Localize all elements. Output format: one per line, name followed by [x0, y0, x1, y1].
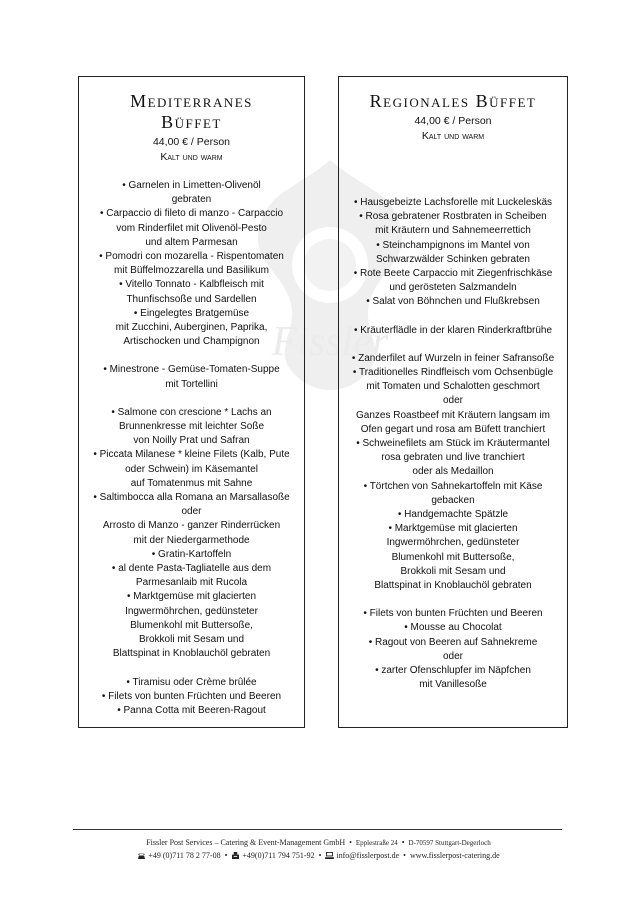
menu-item-line: • Minestrone - Gemüse-Tomaten-Suppe	[103, 364, 280, 376]
card-title-line2: Büffet	[161, 112, 222, 132]
menu-item-line: Artischocken und Champignon	[123, 336, 260, 348]
group-spacer	[83, 662, 300, 676]
group-spacer	[343, 310, 563, 324]
menu-item-line: • Hausgebeizte Lachsforelle mit Luckeleskäs	[353, 197, 553, 208]
menu-item-line: Arrosto di Manzo - ganzer Rinderrücken	[102, 520, 281, 532]
mediterranes-buffet-card	[78, 76, 305, 728]
card-title: Regionales Büffet	[369, 91, 537, 111]
menu-item-line: mit Tomaten und Schalotten geschmort	[366, 381, 540, 393]
menu-item-line: oder als Medaillon	[412, 466, 494, 478]
group-spacer	[83, 349, 300, 363]
menu-item-line: Thunfischsoße und Sardellen	[126, 293, 257, 305]
fax-number: +49(0)711 794 751-92	[242, 851, 315, 860]
phone-number[interactable]: +49 (0)711 78 2 77-08	[148, 851, 221, 860]
menu-item-line: Ofen gegart und rosa am Büfett tranchiert	[360, 423, 546, 435]
card-title-line1: Mediterranes	[130, 91, 253, 111]
phone-icon	[137, 852, 146, 859]
menu-item-line: • Salmone con crescione * Lachs an	[111, 406, 272, 418]
menu-item-line: • al dente Pasta-Tagliatelle aus dem	[111, 563, 272, 575]
menu-item-line: • Piccata Milanese * kleine Filets (Kalb, Pute	[93, 449, 290, 461]
menu-item-line: • Mousse au Chocolat	[404, 622, 502, 634]
menu-item-line: und altem Parmesan	[145, 236, 238, 248]
separator: •	[318, 851, 322, 860]
menu-item-line: • Kräuterflädle in der klaren Rinderkraftbrühe	[353, 324, 553, 336]
address: Epplestraße 24	[355, 839, 398, 847]
menu-item-line: gebacken	[431, 494, 475, 506]
card-price: 44,00 € / Person	[414, 115, 492, 127]
menu-item-line: • Carpaccio di fileto di manzo - Carpaccio	[99, 208, 284, 220]
card-subtitle: Kalt und warm	[421, 130, 485, 142]
footer-company-line	[60, 838, 577, 847]
menu-item-line: • Rote Beete Carpaccio mit Ziegenfrischkäse	[353, 268, 553, 280]
menu-item-line: Ganzes Roastbeef mit Kräutern langsam im	[356, 409, 550, 421]
menu-item-line: von Noilly Prat und Safran	[133, 435, 250, 447]
menu-item-line: gebraten	[171, 194, 212, 206]
menu-item-line: • Handgemachte Spätzle	[397, 509, 509, 521]
menu-item-line: oder Schwein) im Käsemantel	[125, 463, 258, 475]
menu-item-line: rosa gebraten und live tranchiert	[381, 452, 525, 464]
menu-item-line: vom Rinderfilet mit Olivenöl-Pesto	[116, 222, 267, 234]
card-subtitle: Kalt und warm	[160, 151, 223, 163]
menu-item-line: • Traditionelles Rindfleisch vom Ochsenbügle	[352, 367, 554, 379]
menu-items	[79, 179, 304, 718]
menu-item-line: • Panna Cotta mit Beeren-Ragout	[117, 704, 266, 716]
menu-item-line: • Eingelegtes Bratgemüse	[133, 307, 250, 319]
separator: •	[401, 838, 405, 847]
menu-item-line: • Garnelen in Limetten-Olivenöl	[122, 180, 261, 191]
menu-item-line: • Rosa gebratener Rostbraten in Scheiben	[359, 211, 547, 223]
separator: •	[224, 851, 228, 860]
city: D-70597 Stuttgart-Degerloch	[408, 839, 491, 847]
menu-item-line: • Zanderfilet auf Wurzeln in feiner Safransoße	[351, 352, 555, 364]
menu-item-line: • Marktgemüse mit glacierten	[388, 523, 518, 535]
menu-item-line: mit Tortellini	[165, 378, 218, 390]
card-price: 44,00 € / Person	[152, 136, 231, 148]
menu-item-line: Brunnenkresse mit leichter Soße	[118, 421, 265, 433]
separator: •	[403, 851, 406, 860]
menu-item-line: Ingwermöhrchen, gedünsteter	[386, 537, 520, 549]
menu-item-line: • Salat von Böhnchen und Flußkrebsen	[366, 296, 540, 308]
menu-item-line: Brokkoli mit Sesam und	[400, 565, 506, 577]
menu-item-line: oder	[181, 506, 202, 518]
menu-item-line: mit Büffelmozzarella und Basilikum	[114, 265, 269, 277]
menu-item-line: mit Zucchini, Auberginen, Paprika,	[115, 322, 268, 334]
group-spacer	[83, 392, 300, 406]
menu-item-line: • Törtchen von Sahnekartoffeln mit Käse	[363, 480, 543, 492]
regionales-buffet-card	[338, 76, 568, 728]
menu-item-line: mit der Niedergarmethode	[133, 534, 250, 546]
menu-item-line: Blattspinat in Knoblauchöl gebraten	[112, 648, 271, 660]
menu-items	[339, 196, 567, 693]
separator: •	[349, 838, 352, 847]
menu-item-line: • zarter Ofenschlupfer im Näpfchen	[375, 665, 531, 677]
menu-item-line: • Tiramisu oder Crème brûlée	[126, 676, 257, 688]
menu-item-line: Ingwermöhrchen, gedünsteter	[125, 605, 258, 617]
menu-item-line: • Filets von bunten Früchten und Beeren	[101, 690, 282, 702]
menu-item-line: oder	[442, 395, 463, 407]
fax-icon	[231, 852, 240, 859]
menu-item-line: • Filets von bunten Früchten und Beeren	[363, 608, 543, 620]
menu-item-line: oder	[442, 650, 463, 662]
menu-item-line: Blumenkohl mit Buttersoße,	[391, 551, 515, 563]
menu-item-line: • Schweinefilets am Stück im Kräutermantel	[356, 438, 550, 450]
menu-item-line: Brokkoli mit Sesam und	[138, 634, 245, 646]
menu-item-line: • Ragout von Beeren auf Sahnekreme	[368, 636, 538, 648]
group-spacer	[343, 593, 563, 607]
watermark-text: Fissler	[271, 319, 389, 365]
company-name: Fissler Post Services – Catering & Event-Management GmbH	[146, 838, 346, 847]
menu-item-line: Schwarzwälder Schinken gebraten	[376, 253, 530, 265]
menu-item-line: • Gratin-Kartoffeln	[151, 548, 232, 560]
menu-item-line: Parmesanlaib mit Rucola	[135, 577, 248, 589]
menu-item-line: • Saltimbocca alla Romana an Marsallasoße	[93, 492, 290, 504]
menu-item-line: • Steinchampignons im Mantel von	[376, 239, 530, 251]
footer-contact-line	[60, 851, 577, 860]
menu-item-line: und gerösteten Salzmandeln	[389, 282, 517, 294]
website-link[interactable]: www.fisslerpost-catering.de	[409, 851, 500, 860]
card-title	[79, 91, 304, 133]
menu-item-line: Blattspinat in Knoblauchöl gebraten	[374, 580, 532, 592]
menu-item-line: mit Vanillesoße	[419, 679, 487, 691]
menu-item-line: mit Kräutern und Sahnemeerrettich	[375, 225, 531, 237]
group-spacer	[343, 338, 563, 352]
footer-divider	[73, 829, 562, 830]
menu-item-line: • Vitello Tonnato - Kalbfleisch mit	[119, 279, 264, 291]
email-link[interactable]: info@fisslerpost.de	[336, 851, 400, 860]
menu-item-line: • Marktgemüse mit glacierten	[126, 591, 257, 603]
menu-item-line: auf Tomatenmus mit Sahne	[130, 477, 253, 489]
email-icon	[325, 852, 334, 859]
menu-item-line: Blumenkohl mit Buttersoße,	[130, 619, 253, 631]
menu-item-line: • Pomodri con mozarella - Rispentomaten	[99, 251, 284, 263]
